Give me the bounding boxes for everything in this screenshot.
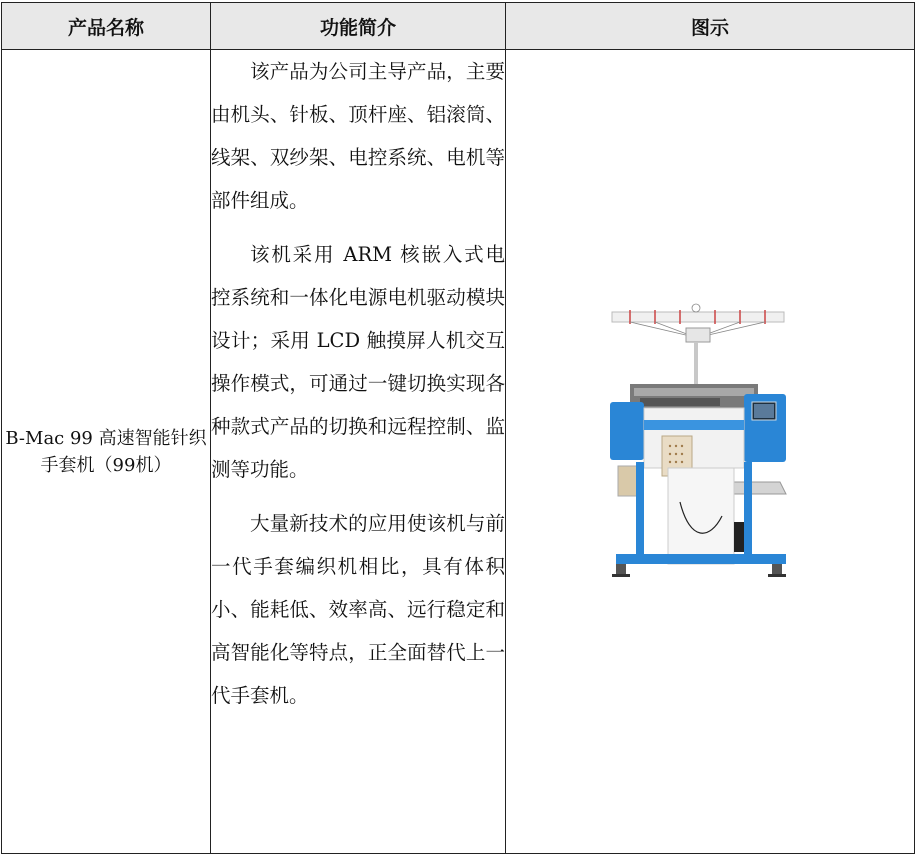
description-paragraph-3: 大量新技术的应用使该机与前一代手套编织机相比，具有体积小、能耗低、效率高、远行稳定和高智能化等特点，正全面替代上一代手套机。 xyxy=(211,512,505,707)
header-function-intro: 功能简介 xyxy=(211,3,506,50)
glove-knitting-machine-image xyxy=(610,302,810,602)
description-paragraph-1: 该产品为公司主导产品，主要由机头、针板、顶杆座、铝滚筒、线架、双纱架、电控系统、电机等部件组成。 xyxy=(211,60,505,212)
description-cell xyxy=(211,50,506,854)
header-row xyxy=(2,3,915,50)
description-paragraph-2: 该机采用 ARM 核嵌入式电控系统和一体化电源电机驱动模块设计；采用 LCD 触摸屏人机交互操作模式，可通过一键切换实现各种款式产品的切换和远程控制、监测等功能。 xyxy=(211,243,505,481)
product-spec-table xyxy=(1,2,915,854)
table-row xyxy=(2,50,915,854)
header-product-name: 产品名称 xyxy=(2,3,211,50)
product-name-cell: B-Mac 99 高速智能针织手套机（99机） xyxy=(2,50,211,854)
header-illustration: 图示 xyxy=(506,3,915,50)
illustration-cell xyxy=(506,50,915,854)
